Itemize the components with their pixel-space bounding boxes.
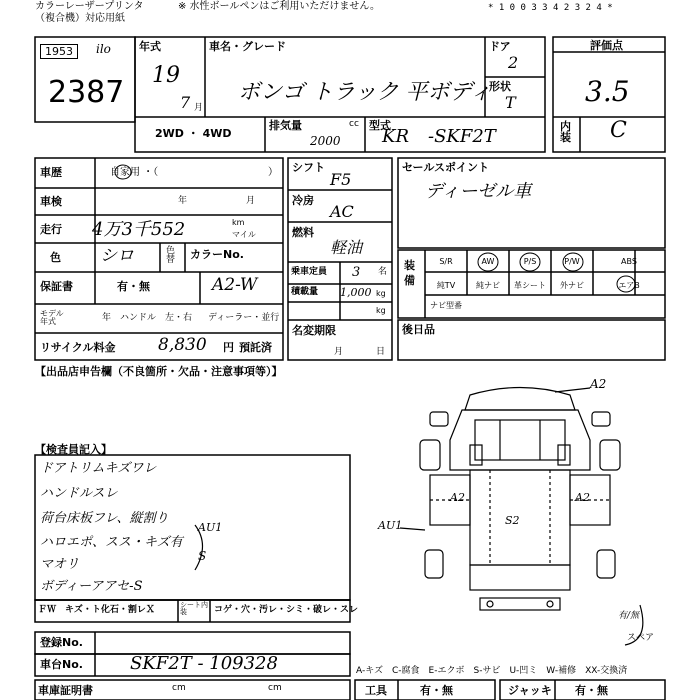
- inspection-year: 年: [178, 196, 188, 206]
- label-displacement: 排気量: [269, 119, 302, 132]
- name-period-day: 日: [376, 347, 386, 357]
- label-jack: ジャッキ: [508, 684, 552, 697]
- displacement-value: 2000: [310, 134, 341, 148]
- label-shape: 形状: [489, 80, 511, 93]
- label-cert: 車庫証明書: [38, 684, 93, 697]
- fuel-value: 軽油: [330, 238, 363, 257]
- inspector-notes-title: 【検査員記入】: [35, 443, 112, 456]
- year-value: 19: [152, 63, 180, 88]
- defect-key: A-キズ C-腐食 E-エクボ S-サビ U-凹ミ W-補修 XX-交換済: [356, 666, 628, 676]
- note-brace-s: S: [198, 549, 207, 563]
- shape-value: T: [505, 93, 516, 112]
- label-mileage: 走行: [40, 223, 62, 236]
- label-door: ドア: [489, 40, 511, 53]
- load-value: 1,000: [340, 286, 372, 299]
- mark-bed-right: A2: [575, 491, 590, 504]
- note-1: ドアトリムキズワレ: [40, 461, 157, 476]
- seat-legend: コゲ・穴・汚レ・シミ・破レ・スレ: [214, 605, 359, 615]
- label-history: 車歴: [40, 166, 62, 179]
- label-model-code: 型式: [369, 119, 391, 132]
- printer-line: カラーレーザープリンタ: [35, 1, 144, 12]
- capacity-unit: 名: [378, 267, 388, 277]
- name-period-month: 月: [334, 347, 344, 357]
- label-drive: 2WD ・ 4WD: [155, 127, 232, 140]
- mileage-value: 4万3千552: [92, 219, 186, 240]
- option-tv: 純TV: [436, 281, 456, 290]
- option-airbag: エアB: [618, 281, 640, 290]
- printer-sub: （複合機）対応用紙: [35, 13, 125, 24]
- label-recycle: リサイクル料金: [40, 341, 116, 354]
- label-warranty: 保証書: [40, 280, 73, 293]
- option-ext-navi: 外ナビ: [560, 281, 584, 290]
- history-close: ）: [268, 167, 278, 178]
- spare-label: スペア: [627, 633, 655, 643]
- car-name: ボンゴ トラック 平ボディ: [238, 80, 492, 105]
- recycle-unit: 円: [223, 341, 234, 354]
- mark-top: A2: [590, 377, 607, 391]
- capacity-value: 3: [352, 265, 361, 280]
- dealer-value: ディーラー・並行: [208, 313, 280, 323]
- label-tools: 工具: [365, 684, 387, 697]
- label-interior: 内装: [560, 120, 571, 144]
- load-unit-2: kg: [376, 306, 386, 315]
- label-aircon: 冷房: [292, 194, 314, 207]
- option-aw: AW: [481, 257, 495, 266]
- label-shift: シフト: [292, 161, 325, 174]
- shift-value: F5: [330, 170, 352, 189]
- label-model-year: モデル年式: [40, 309, 64, 326]
- note-3: 荷台床板フレ、縦割り: [40, 511, 169, 526]
- option-sr: S/R: [439, 257, 453, 266]
- option-leather: 革シート: [514, 281, 546, 290]
- mark-bed-center: S2: [505, 514, 520, 527]
- note-brace-mark: AU1: [198, 521, 223, 534]
- note-5: マオリ: [40, 557, 80, 572]
- lot-code-suffix: ilo: [96, 42, 111, 56]
- label-color-change: 色替: [166, 246, 176, 265]
- seat-label: シート内装: [180, 601, 208, 616]
- inspection-month: 月: [246, 196, 256, 206]
- label-model: 車名・グレード: [209, 40, 286, 53]
- label-score: 評価点: [590, 39, 623, 52]
- spare-mark: 有/無: [618, 611, 640, 621]
- label-inspection: 車検: [40, 195, 62, 208]
- interior-value: C: [610, 118, 627, 143]
- seller-notes-title: 【出品店申告欄（不良箇所・欠品・注意事項等）】: [35, 365, 283, 378]
- mark-bed-left: A2: [450, 491, 465, 504]
- month-unit: 月: [194, 103, 204, 113]
- warranty-value: 有・無: [117, 280, 150, 293]
- label-color-no: カラーNo.: [190, 248, 244, 261]
- option-abs: ABS: [621, 257, 637, 266]
- tools-value: 有・無: [420, 684, 453, 697]
- ink-notice: ※ 水性ボールペンはご利用いただけません。: [178, 1, 380, 12]
- selling-point-value: ディーゼル車: [425, 181, 532, 202]
- label-load: 積載量: [291, 287, 319, 297]
- lot-code-box: 1953: [40, 44, 78, 59]
- door-value: 2: [508, 53, 519, 72]
- mark-left-side: AU1: [378, 519, 403, 532]
- defect-legend: ＦＷ キズ・ト化石・割レＸ: [38, 605, 155, 615]
- option-pw: P/W: [564, 257, 580, 266]
- history-value: 自家用 ・（: [110, 167, 159, 178]
- load-unit: kg: [376, 289, 386, 298]
- option-ps: P/S: [523, 257, 537, 266]
- label-name-period: 名変期限: [292, 324, 336, 337]
- handle-value: 年 ハンドル 左・右: [102, 313, 193, 323]
- label-year: 年式: [139, 40, 161, 53]
- year-month: 7: [180, 93, 191, 112]
- option-navi: 純ナビ: [476, 281, 500, 290]
- score-value: 3.5: [585, 75, 630, 108]
- km-unit: km: [232, 218, 245, 227]
- label-chassis: 車台No.: [40, 658, 83, 671]
- cert-cm: cm: [172, 683, 186, 693]
- chassis-value: SKF2T - 109328: [130, 653, 278, 674]
- note-4: ハロエポ、スス・キズ有: [40, 535, 183, 550]
- color-no-value: A2-W: [212, 275, 258, 295]
- label-cc: cc: [349, 119, 359, 129]
- label-registration: 登録No.: [40, 636, 83, 649]
- label-equipment: 装備: [404, 259, 415, 287]
- aircon-value: AC: [330, 202, 354, 221]
- model-prefix: KR: [382, 126, 409, 147]
- option-navi-model: ナビ型番: [430, 301, 462, 310]
- jack-value: 有・無: [575, 684, 608, 697]
- recycle-status: 預託済: [239, 341, 272, 354]
- recycle-value: 8,830: [158, 335, 207, 355]
- mile-unit: マイル: [232, 230, 256, 239]
- label-color: 色: [50, 251, 61, 264]
- model-code-value: -SKF2T: [428, 126, 496, 147]
- label-fuel: 燃料: [292, 226, 314, 239]
- label-selling-point: セールスポイント: [402, 161, 490, 174]
- label-capacity: 乗車定員: [291, 267, 328, 277]
- serial-number: * 1 0 0 3 3 4 2 3 2 4 *: [488, 3, 613, 13]
- color-value: シロ: [100, 246, 134, 266]
- label-later: 後日品: [402, 323, 435, 336]
- note-2: ハンドルスレ: [40, 486, 118, 501]
- cert-cm-2: cm: [268, 683, 282, 693]
- note-6: ボディーアアセ-S: [40, 579, 143, 594]
- lot-number: 2387: [48, 75, 125, 110]
